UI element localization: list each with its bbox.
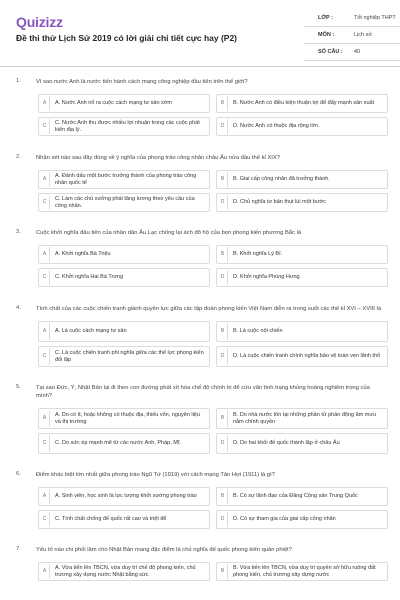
worksheet-header: [16, 12, 396, 62]
question-number: 7.: [16, 546, 21, 552]
question-text: Tính chất của các cuộc chiến tranh giành quyền lực giữa các tập đoàn phong kiến Việt Nam diễn ra trong suốt các thế kỉ XVI – XVIII là: [36, 306, 382, 312]
question-5: [16, 384, 386, 454]
question-text: Nhận xét nào sau đây đúng về ý nghĩa của phong trào công nhân châu Âu nửa đầu thế kỉ XIX?: [36, 155, 280, 161]
option-text: B. Vừa tiến lên TBCN, vừa duy trì quyền sở hữu ruộng đất phong kiến, chủ trương xây dựng nước: [233, 564, 376, 578]
option-letter-badge: A: [40, 323, 50, 340]
answer-option[interactable]: [216, 562, 388, 581]
question-text: Điểm khác biệt lớn nhất giữa phong trào Ngũ Tứ (1919) với cách mạng Tân Hợi (1911) là gì?: [36, 472, 275, 478]
option-text: D. Khởi nghĩa Phùng Hưng: [233, 274, 300, 280]
answer-option[interactable]: [38, 408, 210, 429]
option-text: B. Nước Anh có điều kiện thuận lợi để đẩy mạnh sản xuất: [233, 100, 375, 106]
option-text: C. Do sức ép mạnh mẽ từ các nước Anh, Pháp, Mĩ.: [55, 440, 181, 446]
answer-option[interactable]: [216, 346, 388, 367]
option-letter-badge: A: [40, 410, 50, 427]
option-text: A. Vừa tiến lên TBCN, vừa duy trì chế độ phong kiến, chủ trương xây dựng nước Nhật bằng sức: [55, 564, 196, 578]
answer-option[interactable]: [216, 268, 388, 287]
answer-options: [38, 562, 386, 581]
option-letter-badge: D: [218, 119, 228, 134]
answer-option[interactable]: [38, 321, 210, 342]
question-number: 6.: [16, 471, 21, 477]
answer-option[interactable]: [216, 94, 388, 113]
meta-table: [304, 12, 400, 61]
question-text: Yếu tố nào chi phối lâm cho Nhật Bản mang đặc điểm là chủ nghĩa đế quốc phong kiến quân phiệt?: [36, 547, 292, 553]
option-letter-badge: A: [40, 96, 50, 111]
option-letter-badge: B: [218, 410, 228, 427]
answer-option[interactable]: [38, 562, 210, 581]
answer-option[interactable]: [38, 268, 210, 287]
meta-value: Lịch sử: [354, 32, 373, 38]
question-3: [16, 229, 386, 287]
meta-row-subject: [304, 29, 400, 44]
meta-value: Tốt nghiệp THPT: [354, 15, 396, 21]
answer-option[interactable]: [216, 433, 388, 454]
option-letter-badge: D: [218, 195, 228, 210]
meta-label: SỐ CÂU :: [318, 49, 343, 55]
meta-row-class: [304, 12, 400, 27]
option-letter-badge: A: [40, 489, 50, 504]
option-letter-badge: A: [40, 172, 50, 187]
question-text: Tại sao Đức, Ý, Nhật Bản lại đi theo con đường phát xít hóa chế độ chính trị để cứu vãn tình trạng khủng hoảng nghiêm trọng của mình?: [36, 385, 370, 399]
question-4: [16, 305, 386, 367]
option-letter-badge: C: [40, 512, 50, 527]
answer-options: [38, 408, 386, 454]
option-text: A. Sinh viên, học sinh là lực lượng khởi xướng phong trào: [55, 493, 197, 499]
question-number: 2.: [16, 154, 21, 160]
meta-row-count: [304, 46, 400, 61]
question-1: [16, 78, 386, 136]
question-list: [0, 78, 400, 581]
option-letter-badge: C: [40, 270, 50, 285]
meta-label: LỚP :: [318, 15, 333, 21]
answer-option[interactable]: [216, 170, 388, 189]
answer-option[interactable]: [216, 408, 388, 429]
option-text: D. Nước Anh có thuộc địa rộng lớn.: [233, 123, 320, 129]
option-text: B. Giai cấp công nhân đã trưởng thành.: [233, 176, 330, 182]
answer-option[interactable]: [38, 94, 210, 113]
answer-option[interactable]: [38, 117, 210, 136]
answer-option[interactable]: [216, 193, 388, 212]
option-text: B. Là cuộc nội chiến: [233, 328, 283, 334]
option-letter-badge: A: [40, 564, 50, 579]
answer-option[interactable]: [216, 245, 388, 264]
answer-option[interactable]: [38, 433, 210, 454]
quizizz-logo: [16, 14, 63, 30]
option-text: A. Do có ít, hoặc không có thuộc địa, thiếu vốn, nguyên liệu và thị trường: [55, 411, 200, 425]
answer-option[interactable]: [38, 245, 210, 264]
option-text: D. Chủ nghĩa tư bản thụt lùi một bước: [233, 199, 326, 205]
option-letter-badge: C: [40, 119, 50, 134]
option-letter-badge: D: [218, 270, 228, 285]
answer-option[interactable]: [216, 321, 388, 342]
meta-value: 40: [354, 49, 361, 55]
option-letter-badge: B: [218, 564, 228, 579]
question-7: [16, 546, 386, 581]
header-divider: [0, 66, 400, 67]
option-text: B. Khởi nghĩa Lý Bí.: [233, 251, 283, 257]
answer-option[interactable]: [38, 510, 210, 529]
answer-options: [38, 245, 386, 287]
option-letter-badge: B: [218, 323, 228, 340]
option-letter-badge: D: [218, 435, 228, 452]
option-text: C. Làm các chủ xưởng phải tăng lương theo yêu cầu của công nhân.: [55, 195, 195, 209]
answer-option[interactable]: [216, 487, 388, 506]
option-letter-badge: D: [218, 512, 228, 527]
question-number: 5.: [16, 384, 21, 390]
answer-option[interactable]: [216, 117, 388, 136]
answer-option[interactable]: [38, 193, 210, 212]
option-text: B. Có sự lãnh đạo của Đảng Cộng sản Trung Quốc: [233, 493, 358, 499]
option-text: D. Có sự tham gia của giai cấp công nhân: [233, 516, 336, 522]
answer-option[interactable]: [38, 170, 210, 189]
option-letter-badge: B: [218, 247, 228, 262]
option-text: D. Do hai khối đế quốc thành lập ở châu Âu: [233, 440, 340, 446]
option-text: D. Là cuộc chiến tranh chính nghĩa bảo vệ toàn vẹn lãnh thổ: [233, 353, 381, 359]
option-text: C. Khởi nghĩa Hai Bà Trưng: [55, 274, 124, 280]
option-text: A. Là cuộc cách mạng tư sản: [55, 328, 127, 334]
question-number: 1.: [16, 78, 21, 84]
option-letter-badge: A: [40, 247, 50, 262]
question-number: 3.: [16, 229, 21, 235]
answer-options: [38, 321, 386, 367]
meta-label: MÔN :: [318, 32, 335, 38]
question-text: Vì sao nước Anh là nước tiến hành cách mạng công nghiệp đầu tiên trên thế giới?: [36, 79, 248, 85]
option-letter-badge: B: [218, 96, 228, 111]
option-text: C. Là cuộc chiến tranh phi nghĩa giữa các thế lực phong kiến đối lập: [55, 349, 204, 363]
question-2: [16, 154, 386, 212]
logo-text: Quizizz: [16, 14, 63, 30]
option-text: A. Đánh dấu một bước trưởng thành của phong trào công nhân quốc tế: [55, 172, 197, 186]
answer-options: [38, 94, 386, 136]
option-letter-badge: C: [40, 435, 50, 452]
question-text: Cuộc khởi nghĩa đầu tiên của nhân dân Âu Lạc chống lại ách đô hộ của bọn phong kiến phương Bắc là: [36, 230, 302, 236]
question-6: [16, 471, 386, 529]
answer-options: [38, 170, 386, 212]
option-letter-badge: C: [40, 348, 50, 365]
option-text: B. Do nhà nước tôn tại những phần tử phản động âm mưu nắm chính quyền: [233, 411, 377, 425]
question-number: 4.: [16, 305, 21, 311]
option-text: C. Nước Anh thu được nhiều lợi nhuận trong các cuộc phát kiến địa lý.: [55, 119, 200, 133]
option-text: A. Nước Anh nổ ra cuộc cách mạng tư sản sớm: [55, 100, 172, 106]
option-text: C. Tính chất chống đế quốc rất cao và triệt để: [55, 516, 167, 522]
option-text: A. Khởi nghĩa Bà Triệu: [55, 251, 111, 257]
option-letter-badge: C: [40, 195, 50, 210]
option-letter-badge: B: [218, 172, 228, 187]
answer-option[interactable]: [38, 487, 210, 506]
answer-option[interactable]: [216, 510, 388, 529]
answer-options: [38, 487, 386, 529]
document-title: Đề thi thử Lịch Sử 2019 có lời giải chi tiết cực hay (P2): [16, 33, 238, 43]
option-letter-badge: D: [218, 348, 228, 365]
option-letter-badge: B: [218, 489, 228, 504]
answer-option[interactable]: [38, 346, 210, 367]
